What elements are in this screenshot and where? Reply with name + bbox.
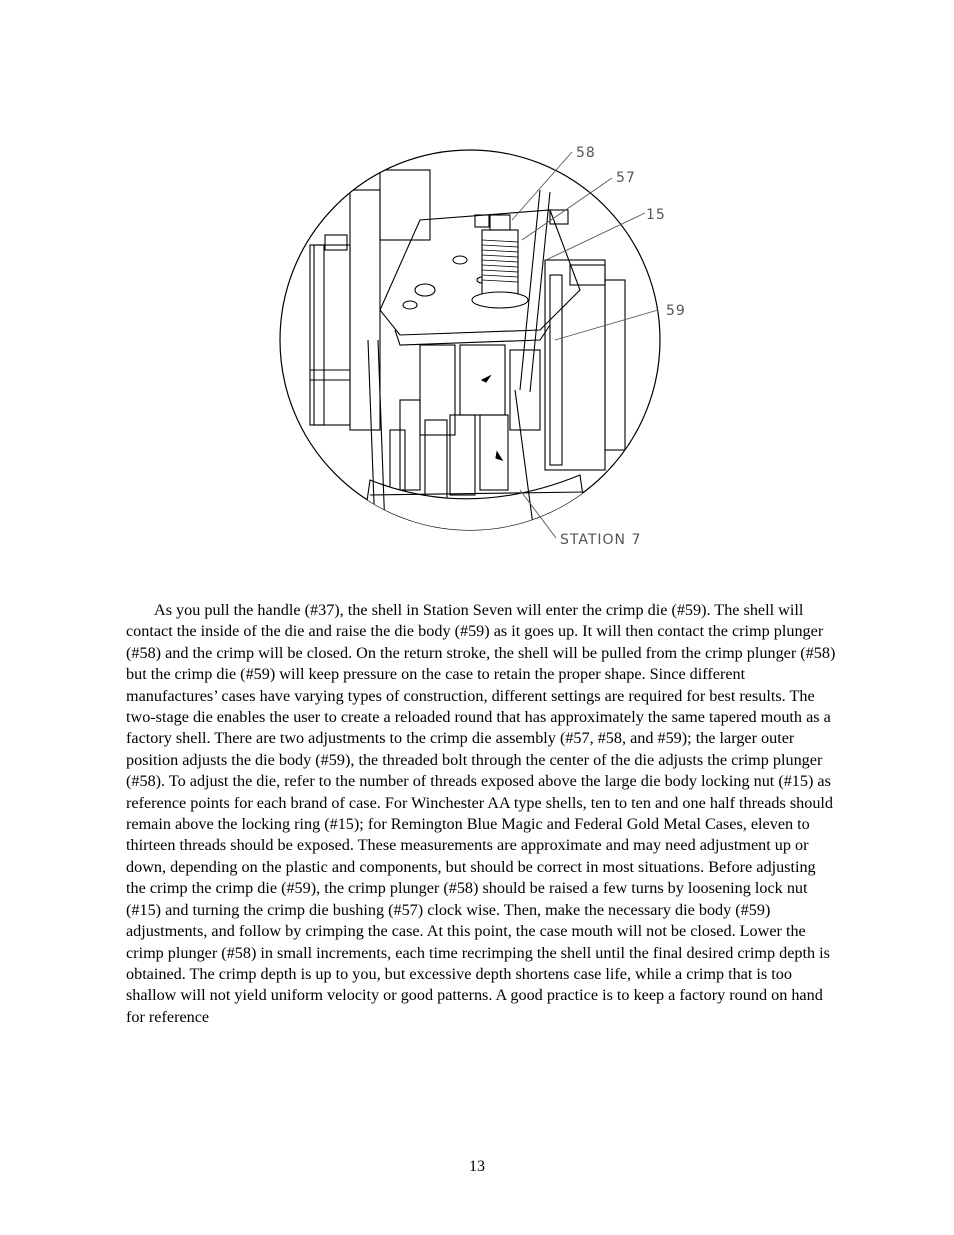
diagram-svg (250, 130, 710, 560)
page-number: 13 (469, 1158, 485, 1175)
callout-station-7: STATION 7 (560, 532, 642, 548)
station-7-crimp-die-diagram (250, 130, 710, 560)
callout-15: 15 (646, 207, 666, 223)
detail-circle (280, 150, 660, 530)
instruction-paragraph: As you pull the handle (#37), the shell in Station Seven will enter the crimp die (#59). The shell will contact the inside of the die and raise the die body (#59) as it goes up. It will then contact the crimp plunger (#58) and the crimp will be closed. On the return stroke, the shell will be pulled from the crimp plunger (#58) but the crimp die (#59) will keep pressure on the case to retain the proper shape. Since different manufactures’ cases have varying types of construction, different settings are required for best results. The two-stage die enables the user to create a reloaded round that has approximately the same tapered mouth as a factory shell. There are two adjustments to the crimp die assembly (#57, #58, and #59); the larger outer position adjusts the die body (#59), the threaded bolt through the center of the die adjusts the crimp plunger (#58). To adjust the die, refer to the number of threads exposed above the large die body locking nut (#15) as reference points for each brand of case. For Winchester AA type shells, ten to ten and one half threads should remain above the locking ring (#15); for Remington Blue Magic and Federal Gold Metal Cases, eleven to thirteen threads should be exposed. These measurements are approximate and may need adjustment up or down, depending on the plastic and components, but should be correct in most situations. Before adjusting the crimp the crimp die (#59), the crimp plunger (#58) should be raised a few turns by loosening lock nut (#15) and turning the crimp die bushing (#57) clock wise. Then, make the necessary die body (#59) adjustments, and follow by crimping the case. At this point, the case mouth will not be closed. Lower the crimp plunger (#58) in small increments, each time recrimping the shell until the final desired crimp depth is obtained. The crimp depth is up to you, but excessive depth shortens case life, while a crimp that is too shallow will not yield uniform velocity or good patterns. A good practice is to keep a factory round on hand for reference (126, 601, 836, 1026)
callout-58: 58 (576, 145, 596, 161)
callout-59: 59 (666, 303, 686, 319)
callout-57: 57 (616, 170, 636, 186)
